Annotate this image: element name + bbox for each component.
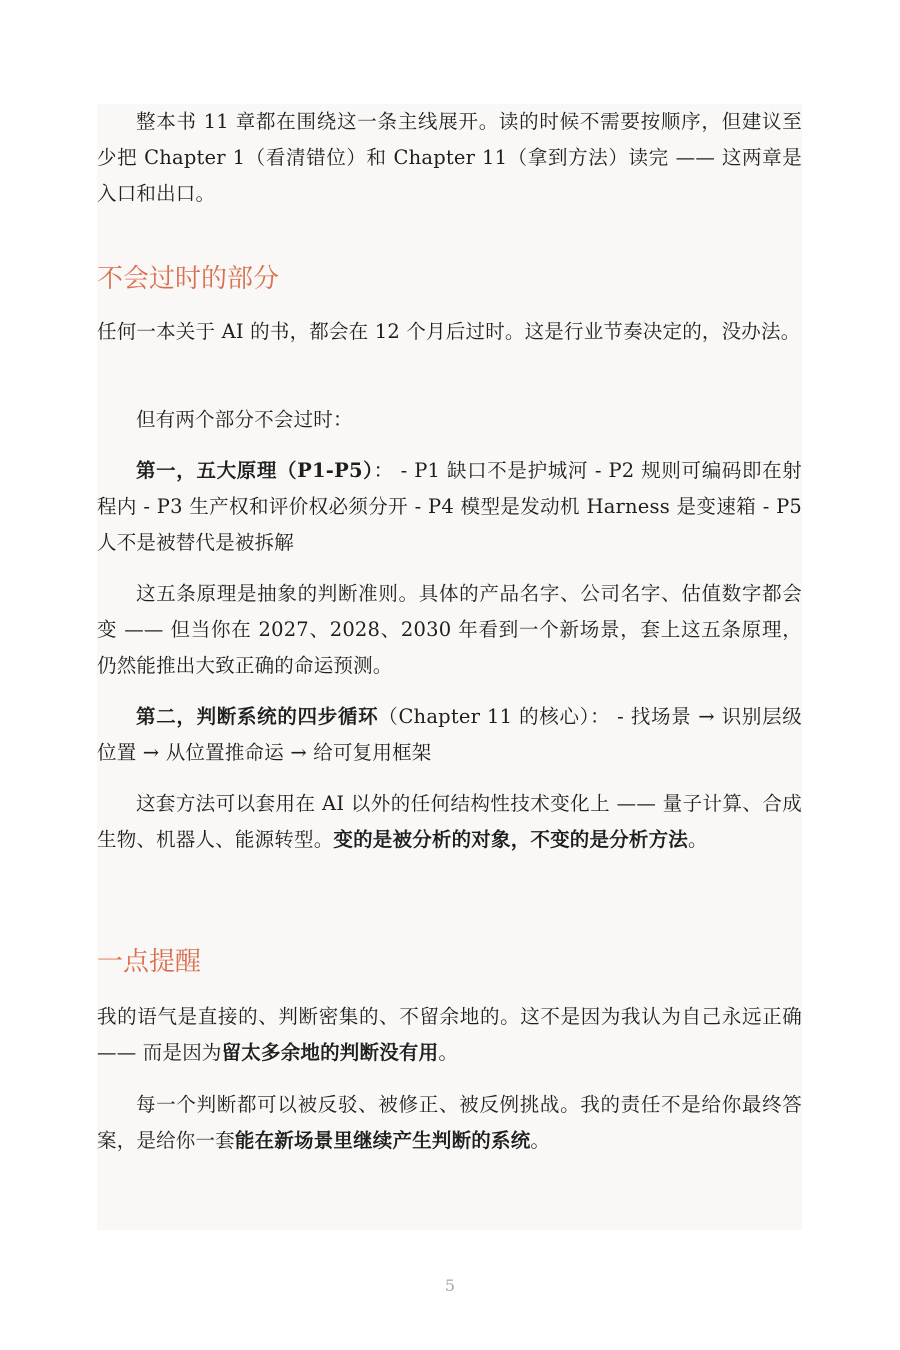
- four-step-loop-list: （Chapter 11 的核心）： - 找场景 → 识别层级位置 → 从位置推命运 → 给可复用框架: [97, 705, 802, 764]
- responsibility-emphasis: 能在新场景里继续产生判断的系统: [234, 1129, 531, 1152]
- paragraph-five-principles: [97, 453, 802, 561]
- intro-paragraph: [97, 104, 802, 212]
- paragraph-two-parts-text: 但有两个部分不会过时：: [136, 408, 353, 431]
- tone-emphasis: 留太多余地的判断没有用: [221, 1041, 439, 1064]
- tone-text: 我的语气是直接的、判断密集的、不留余地的。这不是因为我认为自己永远正确 —— 而是因为: [97, 1005, 802, 1064]
- paragraph-four-step-loop: [97, 699, 802, 771]
- paragraph-outdated: [97, 314, 802, 350]
- tone-end: 。: [438, 1041, 459, 1064]
- paragraph-principles-explained: [97, 576, 802, 684]
- paragraph-tone: [97, 999, 802, 1071]
- method-applies-emphasis: 变的是被分析的对象，不变的是分析方法: [333, 828, 689, 851]
- content-block: [97, 104, 802, 1230]
- principles-explained-text: 这五条原理是抽象的判断准则。具体的产品名字、公司名字、估值数字都会变 —— 但当你在 2027、2028、2030 年看到一个新场景，套上这五条原理，仍然能推出大致正确的命运预测。: [97, 582, 802, 677]
- section-heading-reminder: 一点提醒: [97, 947, 202, 977]
- five-principles-list: ： - P1 缺口不是护城河 - P2 规则可编码即在射程内 - P3 生产权和评价权必须分开 - P4 模型是发动机 Harness 是变速箱 - P5 人不是被替代是被拆解: [97, 459, 802, 554]
- responsibility-end: 。: [530, 1129, 551, 1152]
- paragraph-two-parts: [97, 402, 802, 438]
- paragraph-method-applies: [97, 786, 802, 858]
- five-principles-label: 第一，五大原理（P1-P5）: [136, 459, 374, 482]
- paragraph-outdated-text: 任何一本关于 AI 的书，都会在 12 个月后过时。这是行业节奏决定的，没办法。: [97, 320, 801, 343]
- paragraph-responsibility: [97, 1087, 802, 1159]
- intro-text: 整本书 11 章都在围绕这一条主线展开。读的时候不需要按顺序，但建议至少把 Chapter 1（看清错位）和 Chapter 11（拿到方法）读完 —— 这两章是入口和出口。: [97, 110, 802, 205]
- method-applies-text: 这套方法可以套用在 AI 以外的任何结构性技术变化上 —— 量子计算、合成生物、机器人、能源转型。: [97, 792, 802, 851]
- page-number: 5: [444, 1276, 456, 1295]
- four-step-loop-label: 第二，判断系统的四步循环: [136, 705, 379, 728]
- responsibility-text: 每一个判断都可以被反驳、被修正、被反例挑战。我的责任不是给你最终答案，是给你一套: [97, 1093, 802, 1152]
- method-applies-end: 。: [688, 828, 708, 851]
- section-heading-timeless: 不会过时的部分: [97, 264, 280, 294]
